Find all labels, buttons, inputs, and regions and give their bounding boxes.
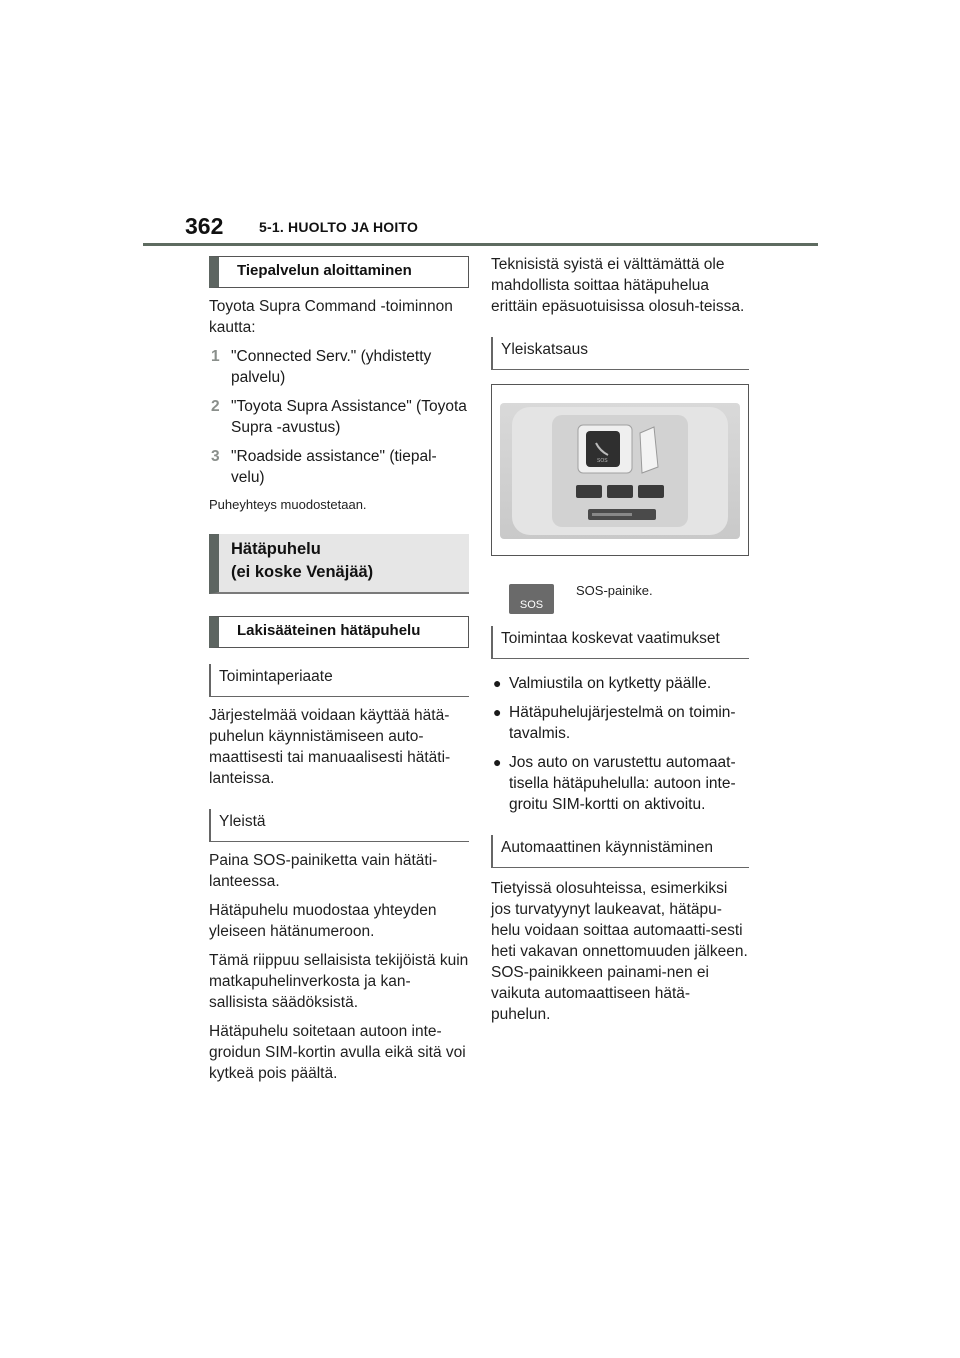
heading-hatapuhelu-line2: (ei koske Venäjää) bbox=[231, 563, 374, 581]
overhead-console-figure bbox=[491, 384, 749, 556]
sos-key-icon bbox=[509, 584, 554, 614]
heading-tiepalvelu: Tiepalvelun aloittaminen bbox=[209, 256, 469, 288]
heading-lakisaateinen: Lakisääteinen hätäpuhelu bbox=[209, 616, 469, 648]
heading-toimintaperiaate: Toimintaperiaate bbox=[209, 664, 469, 697]
heading-automaattinen: Automaattinen käynnistäminen bbox=[491, 835, 749, 868]
sos-caption: SOS-painike. bbox=[576, 583, 653, 598]
section-title: 5-1. HUOLTO JA HOITO bbox=[259, 219, 419, 235]
requirement-text: Jos auto on varustettu automaat-tisella hätäpuhelulla: autoon inte-groitu SIM-kortti on aktivoitu. bbox=[509, 754, 736, 813]
heading-yleista: Yleistä bbox=[209, 809, 469, 842]
step-text: "Connected Serv." (yhdistetty palvelu) bbox=[231, 348, 432, 386]
heading-yleiskatsaus: Yleiskatsaus bbox=[491, 337, 749, 370]
step-number: 3 bbox=[211, 448, 220, 465]
yleista-paragraph: Tämä riippuu sellaisista tekijöistä kuin matkapuhelinverkosta ja kan-sallisista säädöksistä. bbox=[209, 952, 469, 1011]
bullet-icon: ● bbox=[493, 704, 502, 720]
bullet-icon: ● bbox=[493, 675, 502, 691]
heading-hatapuhelu bbox=[209, 534, 469, 594]
sos-legend bbox=[491, 584, 749, 614]
bullet-icon: ● bbox=[493, 754, 502, 770]
intro-text: Toyota Supra Command -toiminnon kautta: bbox=[209, 298, 453, 336]
connection-note: Puheyhteys muodostetaan. bbox=[209, 497, 367, 512]
step-number: 1 bbox=[211, 348, 220, 365]
svg-text:SOS: SOS bbox=[597, 458, 608, 464]
automaattinen-text: Tietyissä olosuhteissa, esimerkiksi jos turvatyynyt laukeavat, hätäpu-helu voidaan soittaa automaatti-sesti heti vakavan onnettomuuden jälkeen. SOS-painikkeen painami-nen ei vaikuta automaattiseen hätä-puhelun. bbox=[491, 880, 748, 1023]
requirement-item bbox=[491, 752, 749, 815]
step-item bbox=[209, 346, 469, 388]
requirement-item bbox=[491, 673, 749, 694]
heading-hatapuhelu-line1: Hätäpuhelu bbox=[231, 540, 321, 558]
tech-note: Teknisistä syistä ei välttämättä ole mahdollista soittaa hätäpuhelua erittäin epäsuotuisissa olosuh-teissa. bbox=[491, 256, 745, 315]
requirement-text: Hätäpuhelujärjestelmä on toimin-tavalmis. bbox=[509, 704, 736, 742]
step-number: 2 bbox=[211, 398, 220, 415]
requirement-text: Valmiustila on kytketty päälle. bbox=[509, 675, 712, 692]
page-number: 362 bbox=[185, 213, 224, 239]
header-divider bbox=[143, 243, 818, 246]
overhead-console-illustration bbox=[492, 385, 748, 555]
left-column bbox=[209, 256, 469, 1092]
requirement-item bbox=[491, 702, 749, 744]
step-text: "Toyota Supra Assistance" (Toyota Supra -avustus) bbox=[231, 398, 467, 436]
toimintaperiaate-text: Järjestelmää voidaan käyttää hätä-puhelun käynnistämiseen auto-maattisesti tai manuaalisesti hätäti-lanteissa. bbox=[209, 707, 451, 787]
yleista-paragraph: Paina SOS-painiketta vain hätäti-lanteessa. bbox=[209, 852, 438, 890]
step-item bbox=[209, 396, 469, 438]
sos-key-label: SOS bbox=[519, 599, 544, 611]
yleista-paragraph: Hätäpuhelu muodostaa yhteyden yleiseen hätänumeroon. bbox=[209, 902, 437, 940]
step-item bbox=[209, 446, 469, 488]
yleista-paragraph: Hätäpuhelu soitetaan autoon inte-groidun SIM-kortin avulla eikä sitä voi kytkeä pois päältä. bbox=[209, 1023, 466, 1082]
right-column bbox=[491, 254, 749, 1033]
heading-vaatimukset: Toimintaa koskevat vaatimukset bbox=[491, 626, 749, 659]
step-text: "Roadside assistance" (tiepal-velu) bbox=[231, 448, 437, 486]
